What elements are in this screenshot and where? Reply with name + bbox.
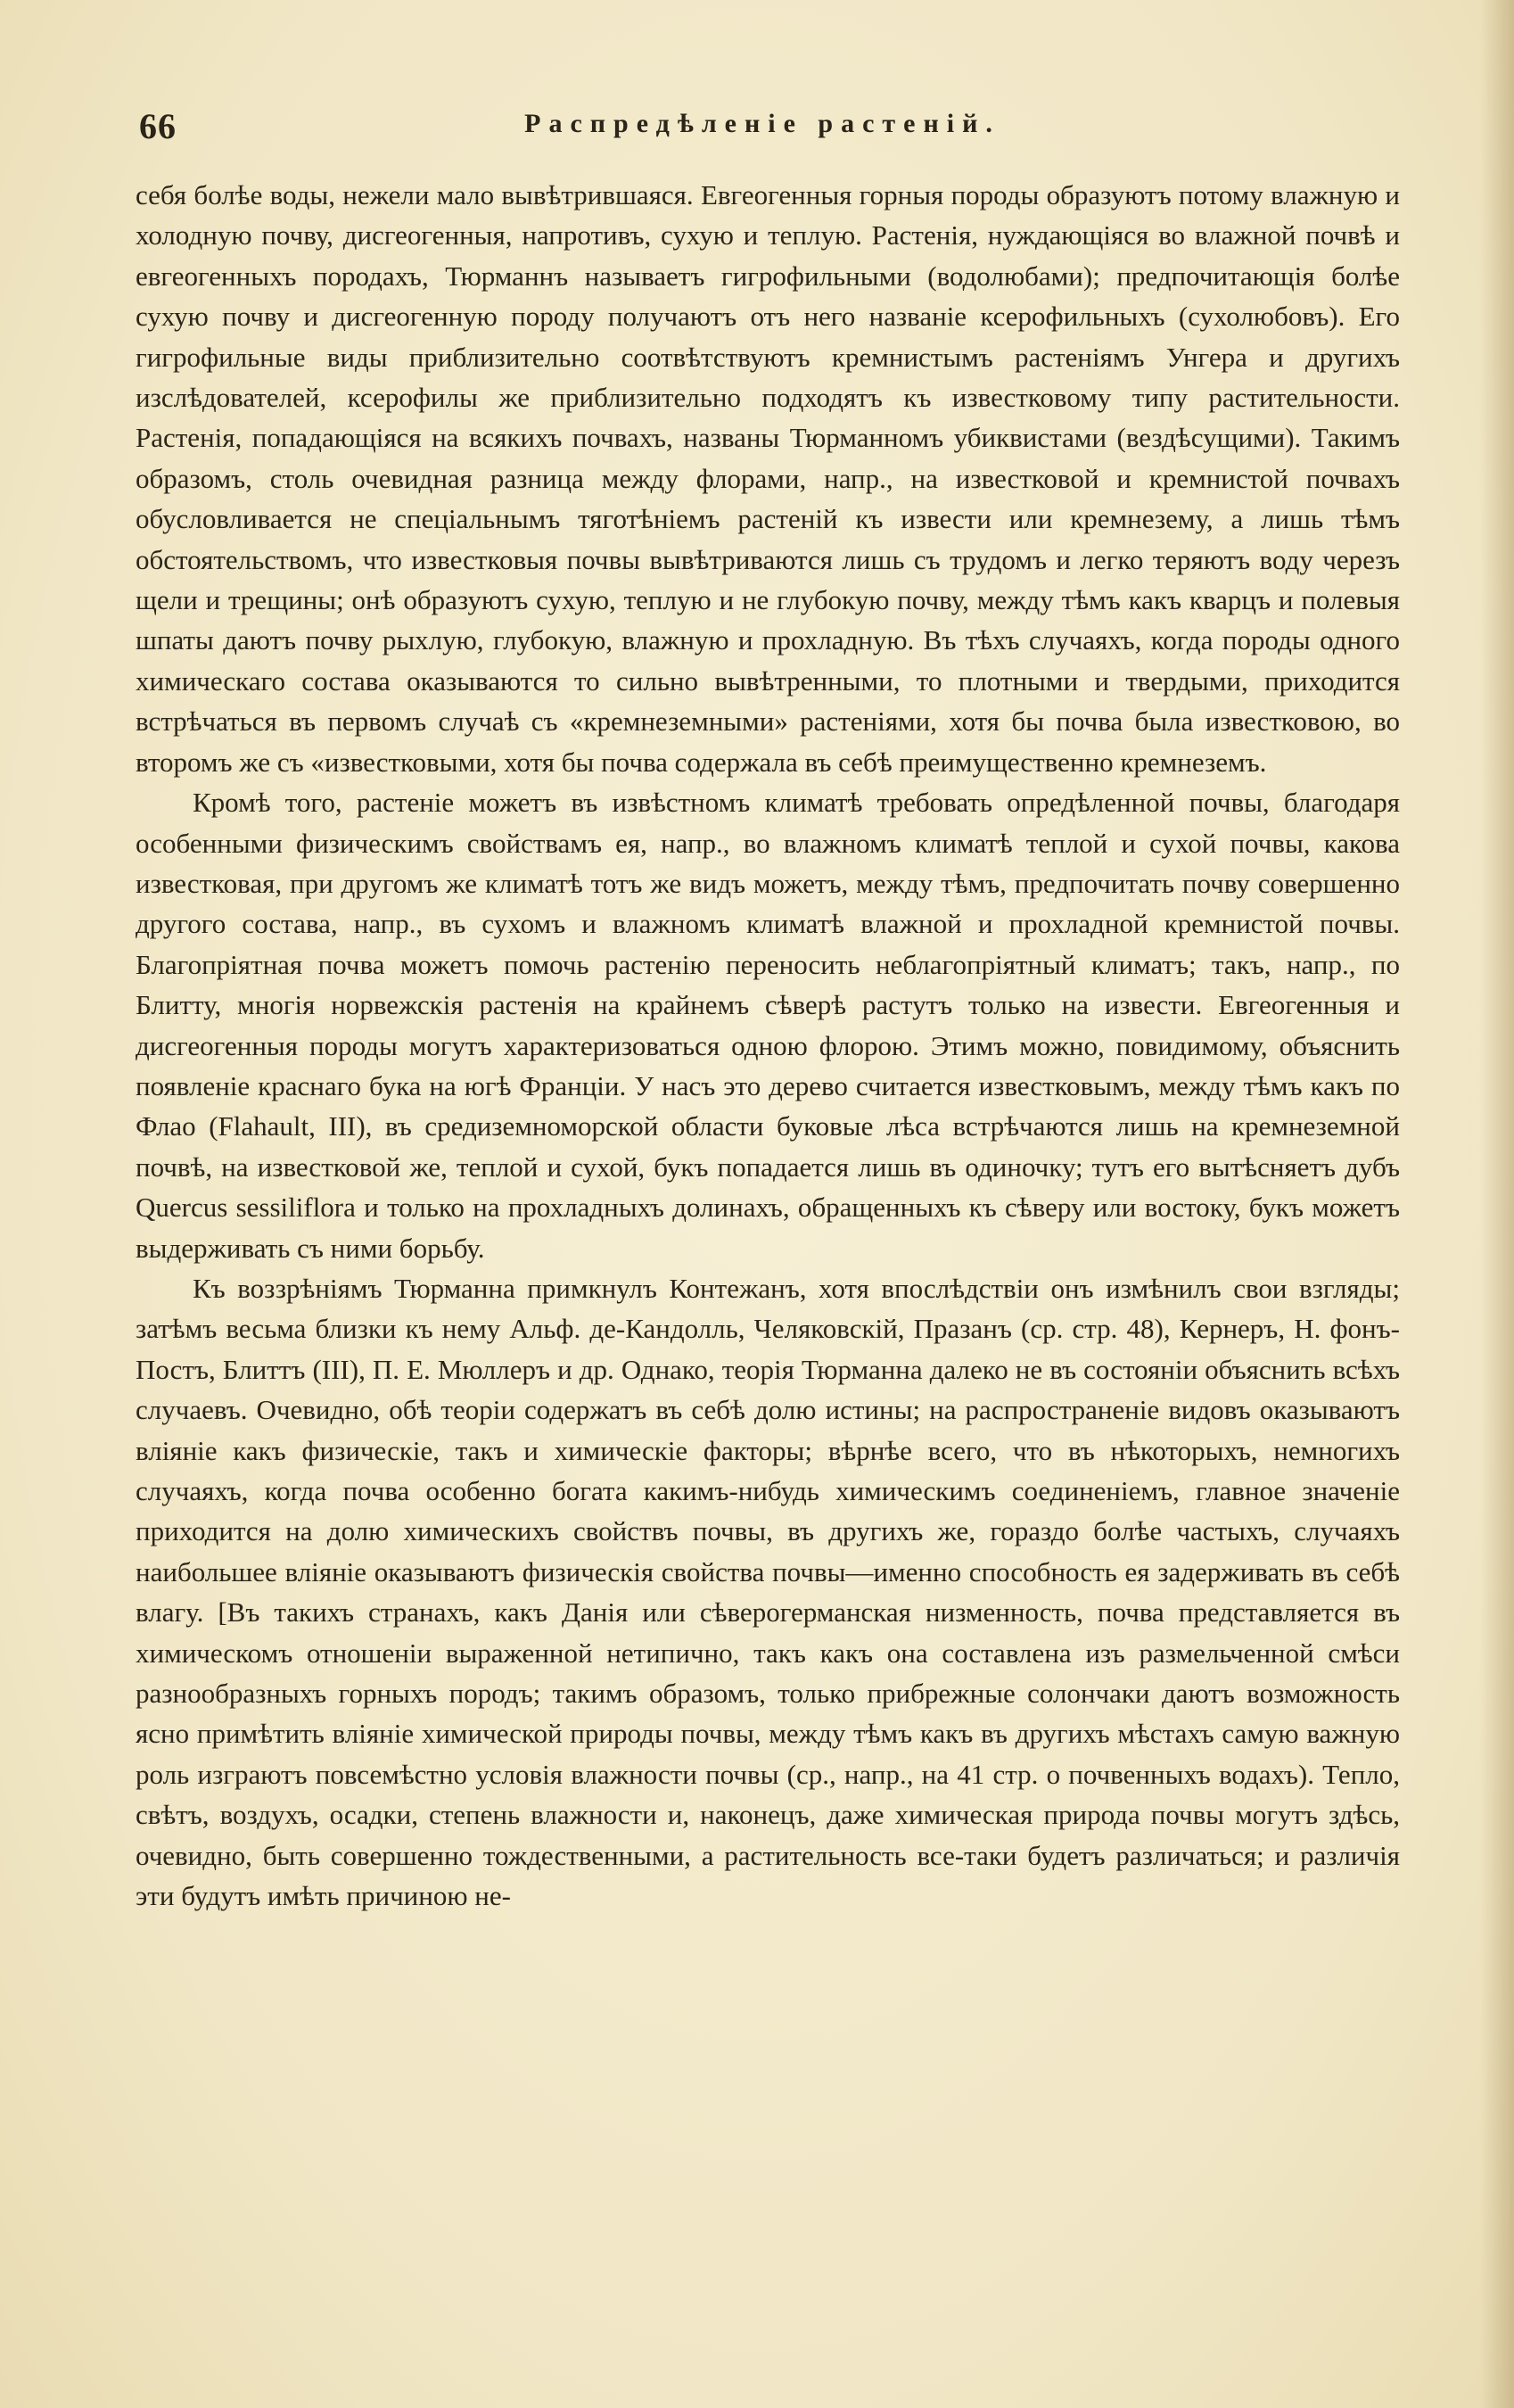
paragraph-3: Къ воззрѣніямъ Тюрманна примкнулъ Контежанъ, хотя впослѣдствіи онъ измѣнилъ свои взгляды; затѣмъ весьма близки къ нему Альф. де-Кандолль, Челяковскій, Празанъ (ср. стр. 48), Кернеръ, Н. фонъ-Постъ, Блиттъ (III), П. Е. Мюллеръ и др. Однако, теорія Тюрманна далеко не въ состояніи объяснить всѣхъ случаевъ. Очевидно, обѣ теоріи содержатъ въ себѣ долю истины; на распространеніе видовъ оказываютъ вліяніе какъ физическіе, такъ и химическіе факторы; вѣрнѣе всего, что въ нѣкоторыхъ, немногихъ случаяхъ, когда почва особенно богата какимъ-нибудь химическимъ соединеніемъ, главное значеніе приходится на долю химическихъ свойствъ почвы, въ другихъ же, гораздо болѣе частыхъ, случаяхъ наибольшее вліяніе оказываютъ физическія свойства почвы—именно способность ея задерживать въ себѣ влагу. [Въ такихъ странахъ, какъ Данія или сѣверогерманская низменность, почва представляется въ химическомъ отношеніи выраженной нетипично, такъ какъ она составлена изъ размельченной смѣси разнообразныхъ горныхъ породъ; такимъ образомъ, только прибрежные солончаки даютъ возможность ясно примѣтить вліяніе химической природы почвы, между тѣмъ какъ въ другихъ мѣстахъ самую важную роль изграютъ повсемѣстно условія влажности почвы (ср., напр., на 41 стр. о почвенныхъ водахъ). Тепло, свѣтъ, воздухъ, осадки, степень влажности и, наконецъ, даже химическая природа почвы могутъ здѣсь, очевидно, быть совершенно тождественными, а растительность все-таки будетъ различаться; и различія эти будутъ имѣть причиною не- [136, 1272, 1400, 1912]
running-title: Распредѣленіе растеній. [524, 109, 1000, 138]
paragraph-2: Кромѣ того, растеніе можетъ въ извѣстномъ климатѣ требовать опредѣленной почвы, благодаря особенными физическимъ свойствамъ ея, напр., во влажномъ климатѣ теплой и сухой почвы, какова известковая, при другомъ же климатѣ тотъ же видъ можетъ, между тѣмъ, предпочитать почву совершенно другого состава, напр., въ сухомъ и влажномъ климатѣ влажной и прохладной кремнистой почвы. Благопріятная почва можетъ помочь растенію переносить неблагопріятный климатъ; такъ, напр., по Блитту, многія норвежскія растенія на крайнемъ сѣверѣ растутъ только на извести. Евгеогенныя и дисгеогенныя породы могутъ характеризоваться одною флорою. Этимъ можно, повидимому, объяснить появленіе краснаго бука на югѣ Франціи. У насъ это дерево считается известковымъ, между тѣмъ какъ по Флао (Flahault, III), въ средиземноморской области буковые лѣса встрѣчаются лишь на кремнеземной почвѣ, на известковой же, теплой и сухой, букъ попадается лишь въ одиночку; тутъ его вытѣсняетъ дубъ Quercus sessiliflora и только на прохладныхъ долинахъ, обращенныхъ къ сѣверу или востоку, букъ можетъ выдерживать съ ними борьбу. [136, 787, 1400, 1264]
paragraph-1: себя болѣе воды, нежели мало вывѣтрившаяся. Евгеогенныя горныя породы образуютъ потому влажную и холодную почву, дисгеогенныя, напротивъ, сухую и теплую. Растенія, нуждающіяся во влажной почвѣ и евгеогенныхъ породахъ, Тюрманнъ называетъ гигрофильными (водолюбами); предпочитающія болѣе сухую почву и дисгеогенную породу получаютъ отъ него названіе ксерофильныхъ (сухолюбовъ). Его гигрофильные виды приблизительно соотвѣтствуютъ кремнистымъ растеніямъ Унгера и другихъ изслѣдователей, ксерофилы же приблизительно подходятъ къ известковому типу растительности. Растенія, попадающіяся на всякихъ почвахъ, названы Тюрманномъ убиквистами (вездѣсущими). Такимъ образомъ, столь очевидная разница между флорами, напр., на известковой и кремнистой почвахъ обусловливается не спеціальнымъ тяготѣніемъ растеній къ извести или кремнезему, а лишь тѣмъ обстоятельствомъ, что известковыя почвы вывѣтриваются лишь съ трудомъ и легко теряютъ воду черезъ щели и трещины; онѣ образуютъ сухую, теплую и не глубокую почву, между тѣмъ какъ кварцъ и полевыя шпаты даютъ почву рыхлую, глубокую, влажную и прохладную. Въ тѣхъ случаяхъ, когда породы одного химическаго состава оказываются то сильно вывѣтренными, то плотными и твердыми, приходится встрѣчаться въ первомъ случаѣ съ «кремнеземными» растеніями, хотя бы почва была известковою, во второмъ же съ «известковыми, хотя бы почва содержала въ себѣ преимущественно кремнеземъ. [136, 179, 1400, 778]
page-number: 66 [139, 106, 177, 146]
page-edge-shadow [1480, 0, 1514, 2408]
page-header [136, 96, 1389, 159]
body-text [136, 175, 1400, 1916]
